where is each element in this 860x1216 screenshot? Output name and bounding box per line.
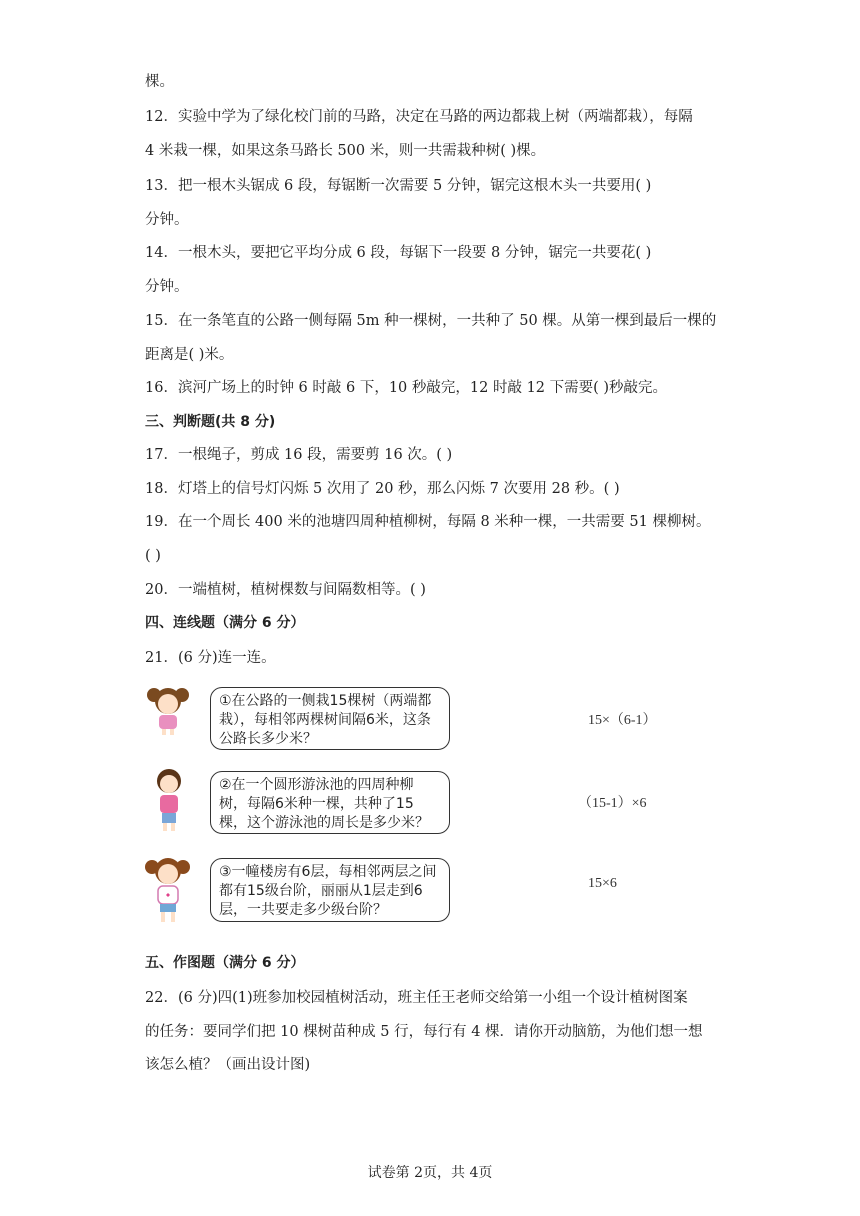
question-22-line1: 22．(6 分)四(1)班参加校园植树活动，班主任王老师交给第一小组一个设计植树图案 <box>145 990 688 1006</box>
question-20: 20．一端植树，植树棵数与间隔数相等。( ) <box>145 582 426 598</box>
speech-bubble-3 <box>210 858 450 922</box>
formula-1[interactable]: 15×（6-1） <box>588 713 657 728</box>
bubble-2-text: ②在一个圆形游泳池的四周种柳树，每隔6米种一棵，共种了15棵，这个游泳池的周长是多少米？ <box>219 777 429 831</box>
question-14-line2: 分钟。 <box>145 279 189 295</box>
question-22-line2: 的任务：要同学们把 10 棵树苗种成 5 行，每行有 4 棵．请你开动脑筋，为他们想一想 <box>145 1024 703 1040</box>
section-4-heading: 四、连线题（满分 6 分） <box>145 615 305 631</box>
question-16: 16．滨河广场上的时钟 6 时敲 6 下，10 秒敲完，12 时敲 12 下需要( )秒敲完。 <box>145 380 668 396</box>
formula-3[interactable]: 15×6 <box>588 876 617 891</box>
question-12-line1: 12．实验中学为了绿化校门前的马路，决定在马路的两边都栽上树（两端都栽），每隔 <box>145 109 693 125</box>
question-19-line2: ( ) <box>145 548 161 564</box>
question-13-line1: 13．把一根木头锯成 6 段，每锯断一次需要 5 分钟，锯完这根木头一共要用( ) <box>145 178 652 194</box>
question-21: 21．(6 分)连一连。 <box>145 650 276 666</box>
section-3-heading: 三、判断题(共 8 分) <box>145 414 276 430</box>
girl-illustration-1 <box>140 685 195 735</box>
question-15-line2: 距离是( )米。 <box>145 347 234 363</box>
question-12-line2: 4 米栽一棵，如果这条马路长 500 米，则一共需栽种树( )棵。 <box>145 143 546 159</box>
page-footer: 试卷第 2页，共 4页 <box>367 1165 493 1181</box>
speech-bubble-2 <box>210 771 450 834</box>
speech-bubble-1 <box>210 687 450 750</box>
question-17: 17．一根绳子，剪成 16 段，需要剪 16 次。( ) <box>145 447 453 463</box>
section-5-heading: 五、作图题（满分 6 分） <box>145 955 305 971</box>
continuation-text: 棵。 <box>145 74 174 90</box>
formula-2[interactable]: （15-1）×6 <box>578 796 647 811</box>
question-18: 18．灯塔上的信号灯闪烁 5 次用了 20 秒，那么闪烁 7 次要用 28 秒。( ) <box>145 481 620 497</box>
question-13-line2: 分钟。 <box>145 212 189 228</box>
girl-illustration-2 <box>145 768 193 833</box>
girl-illustration-3 <box>140 855 195 925</box>
question-22-line3: 该怎么植？（画出设计图) <box>145 1057 311 1073</box>
question-19-line1: 19．在一个周长 400 米的池塘四周种植柳树，每隔 8 米种一棵，一共需要 51 棵柳树。 <box>145 514 711 530</box>
question-14-line1: 14．一根木头，要把它平均分成 6 段，每锯下一段要 8 分钟，锯完一共要花( ) <box>145 245 652 261</box>
bubble-3-text: ③一幢楼房有6层，每相邻两层之间都有15级台阶，丽丽从1层走到6层，一共要走多少级台阶？ <box>219 864 437 918</box>
bubble-1-text: ①在公路的一侧栽15棵树（两端都栽），每相邻两棵树间隔6米，这条公路长多少米？ <box>219 693 432 747</box>
question-15-line1: 15．在一条笔直的公路一侧每隔 5m 种一棵树，一共种了 50 棵。从第一棵到最后一棵的 <box>145 313 717 329</box>
